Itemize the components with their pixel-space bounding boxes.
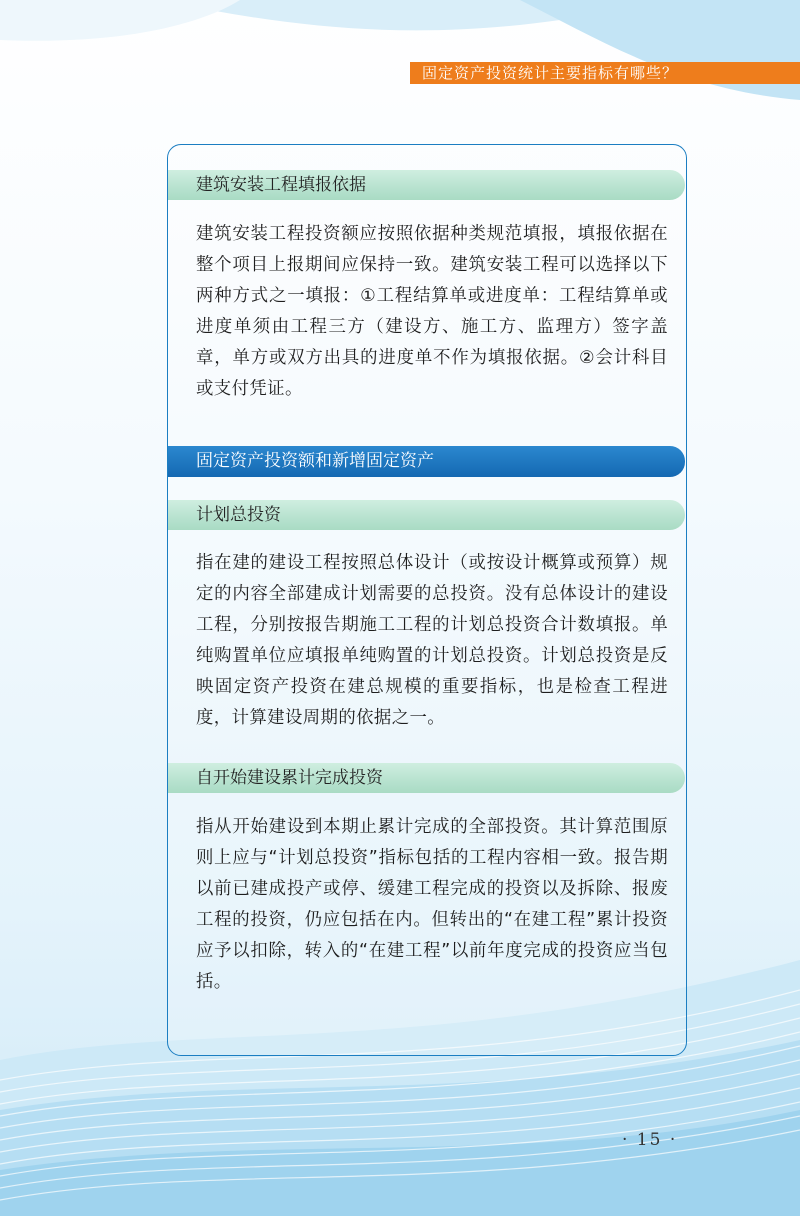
section-header-construction-basis xyxy=(168,170,685,200)
section-body-cumulative-investment: 指从开始建设到本期止累计完成的全部投资。其计算范围原则上应与“计划总投资”指标包括的工程内容相一致。报告期以前已建成投产或停、缓建工程完成的投资以及拆除、报废工程的投资，仍应包括在内。但转出的“在建工程”累计投资应予以扣除，转入的“在建工程”以前年度完成的投资应当包括。 xyxy=(196,817,668,992)
page-header-title: 固定资产投资统计主要指标有哪些？ xyxy=(421,64,678,82)
section-body-planned-total-investment: 指在建的建设工程按照总体设计（或按设计概算或预算）规定的内容全部建成计划需要的总投资。没有总体设计的建设工程，分别按报告期施工工程的计划总投资合计数填报。单纯购置单位应填报单纯购置的计划总投资。计划总投资是反映固定资产投资在建总规模的重要指标，也是检查工程进度，计算建设周期的依据之一。 xyxy=(196,553,668,728)
section-heading: 自开始建设累计完成投资 xyxy=(196,768,383,788)
section-header-planned-total-investment xyxy=(168,500,685,530)
section-heading: 计划总投资 xyxy=(196,505,281,525)
page-number: · 15 · xyxy=(622,1130,678,1150)
section-heading: 建筑安装工程填报依据 xyxy=(196,175,366,195)
main-heading-label: 固定资产投资额和新增固定资产 xyxy=(196,451,434,471)
section-header-cumulative-investment xyxy=(168,763,685,793)
main-heading-fixed-asset-investment xyxy=(168,446,685,477)
section-body-construction-basis: 建筑安装工程投资额应按照依据种类规范填报，填报依据在整个项目上报期间应保持一致。建筑安装工程可以选择以下两种方式之一填报：①工程结算单或进度单：工程结算单或进度单须由工程三方（建设方、施工方、监理方）签字盖章，单方或双方出具的进度单不作为填报依据。②会计科目或支付凭证。 xyxy=(196,224,668,399)
